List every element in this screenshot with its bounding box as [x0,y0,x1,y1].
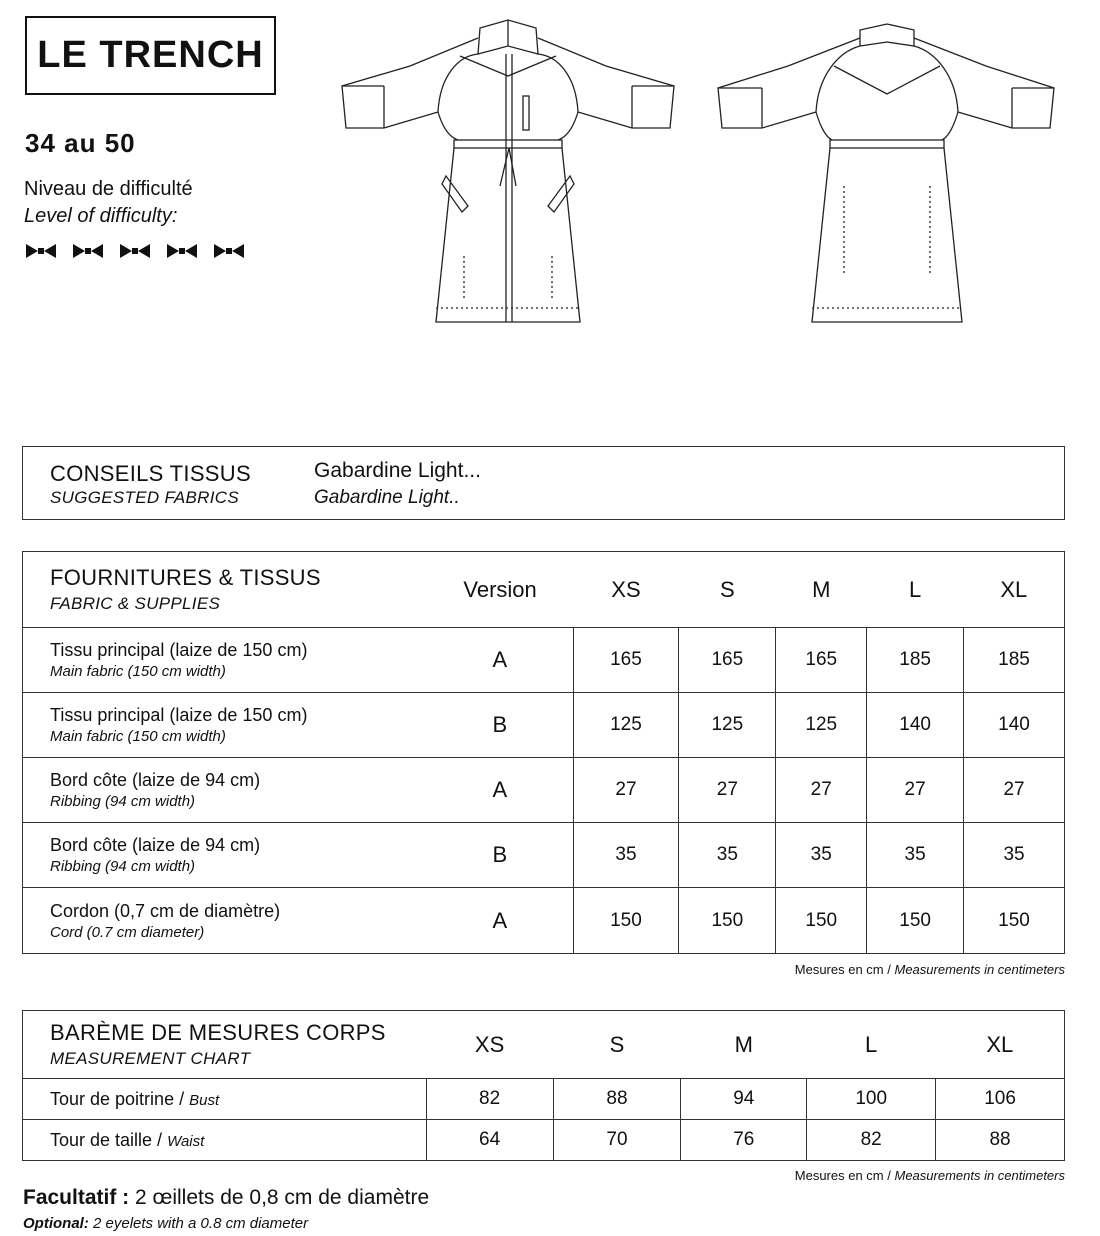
quantity-cell: 150 [867,888,964,954]
quantity-cell: 125 [573,693,679,758]
measurement-units-note [600,1168,1065,1183]
suggested-fabrics-box [22,446,1065,520]
measurement-cell: 64 [426,1120,553,1161]
measurement-cell: 88 [936,1120,1065,1161]
note-en: Measurements in centimeters [894,962,1065,977]
note-en: Measurements in centimeters [894,1168,1065,1183]
size-column-header: L [908,576,922,602]
quantity-cell: 150 [964,888,1065,954]
size-column-header: XL [1000,576,1028,602]
measurement-cell: 106 [936,1079,1065,1120]
row-label-fr: Tour de taille / [50,1129,163,1150]
row-label-fr: Bord côte (laize de 94 cm) [50,770,261,790]
size-column-header: L [865,1031,878,1057]
quantity-cell: 35 [867,823,964,888]
supplies-row [23,628,1065,693]
quantity-cell: 165 [573,628,679,693]
optional-note-en [23,1215,308,1232]
bow-tie-icon [24,243,58,259]
quantity-cell: 27 [573,758,679,823]
row-label-en: Bust [189,1091,220,1109]
supplies-row [23,888,1065,954]
row-label-fr: Cordon (0,7 cm de diamètre) [50,900,281,921]
quantity-cell: 165 [679,628,776,693]
measurement-row [23,1120,1065,1161]
quantity-cell: 140 [964,693,1065,758]
row-label-en: Main fabric (150 cm width) [50,728,226,745]
size-column-header: XS [474,1031,505,1057]
measurement-cell: 82 [807,1120,936,1161]
quantity-cell: 27 [964,758,1065,823]
quantity-cell: 35 [679,823,776,888]
bow-tie-icon [165,243,199,259]
measurement-cell: 82 [426,1079,553,1120]
measurement-cell: 76 [681,1120,807,1161]
quantity-cell: 35 [573,823,679,888]
supplies-heading-fr: FOURNITURES & TISSUS [50,565,321,590]
optional-text-fr: 2 œillets de 0,8 cm de diamètre [135,1186,430,1209]
row-label-fr: Tour de poitrine / [50,1088,185,1109]
optional-note-fr [23,1186,429,1210]
difficulty-label-en: Level of difficulty: [24,205,178,227]
measurement-heading-en: MEASUREMENT CHART [50,1049,251,1068]
pattern-title: LE TRENCH [25,16,276,95]
quantity-cell: 185 [867,628,964,693]
version-cell: A [427,758,573,823]
quantity-cell: 27 [867,758,964,823]
difficulty-rating [24,243,246,259]
row-label-en: Ribbing (94 cm width) [50,858,196,875]
quantity-cell: 165 [776,628,867,693]
trench-front-illustration [340,16,680,326]
quantity-cell: 125 [776,693,867,758]
bow-tie-icon [212,243,246,259]
quantity-cell: 140 [867,693,964,758]
bow-tie-icon [71,243,105,259]
optional-text-en: 2 eyelets with a 0.8 cm diameter [93,1215,309,1232]
optional-label-en: Optional: [23,1215,89,1232]
difficulty-label-fr: Niveau de difficulté [24,178,193,200]
measurement-chart [22,1010,1065,1161]
size-column-header: M [734,1031,753,1057]
measurement-row [23,1079,1065,1120]
version-column-header: Version [463,576,537,602]
supplies-table [22,551,1065,954]
quantity-cell: 185 [964,628,1065,693]
size-column-header: S [719,576,735,602]
quantity-cell: 150 [573,888,679,954]
quantity-cell: 27 [776,758,867,823]
row-label-en: Cord (0.7 cm diameter) [50,923,205,941]
row-label-en: Main fabric (150 cm width) [50,663,226,680]
size-column-header: XS [611,576,641,602]
version-cell: B [427,693,573,758]
supplies-header-row [23,552,1065,628]
row-label-fr: Tissu principal (laize de 150 cm) [50,705,308,725]
supplies-row [23,758,1065,823]
quantity-cell: 150 [679,888,776,954]
measurement-header-row [23,1011,1065,1079]
version-cell: A [427,628,573,693]
quantity-cell: 150 [776,888,867,954]
trench-back-illustration [716,16,1058,326]
size-column-header: XL [986,1031,1014,1057]
fabrics-heading-fr: CONSEILS TISSUS [50,461,251,486]
version-cell: A [427,888,573,954]
row-label-fr: Tissu principal (laize de 150 cm) [50,640,308,660]
quantity-cell: 35 [776,823,867,888]
row-label-en: Ribbing (94 cm width) [50,793,196,810]
fabrics-value-en: Gabardine Light.. [314,487,460,508]
row-label-en: Waist [167,1132,205,1150]
quantity-cell: 35 [964,823,1065,888]
supplies-row [23,693,1065,758]
measurement-heading-fr: BARÈME DE MESURES CORPS [50,1020,386,1045]
measurement-cell: 100 [807,1079,936,1120]
measurement-cell: 94 [681,1079,807,1120]
optional-label-fr: Facultatif : [23,1186,130,1209]
quantity-cell: 27 [679,758,776,823]
fabrics-value-fr: Gabardine Light... [314,459,481,482]
bow-tie-icon [118,243,152,259]
supplies-heading-en: FABRIC & SUPPLIES [50,594,221,613]
measurement-cell: 88 [553,1079,681,1120]
quantity-cell: 125 [679,693,776,758]
note-fr: Mesures en cm / [794,1168,891,1183]
note-fr: Mesures en cm / [794,962,891,977]
version-cell: B [427,823,573,888]
supplies-units-note [600,962,1065,977]
size-range: 34 au 50 [25,128,136,158]
size-column-header: S [609,1031,625,1057]
supplies-row [23,823,1065,888]
fabrics-heading-en: SUGGESTED FABRICS [50,488,239,507]
size-column-header: M [812,576,831,602]
measurement-cell: 70 [553,1120,681,1161]
row-label-fr: Bord côte (laize de 94 cm) [50,835,261,855]
